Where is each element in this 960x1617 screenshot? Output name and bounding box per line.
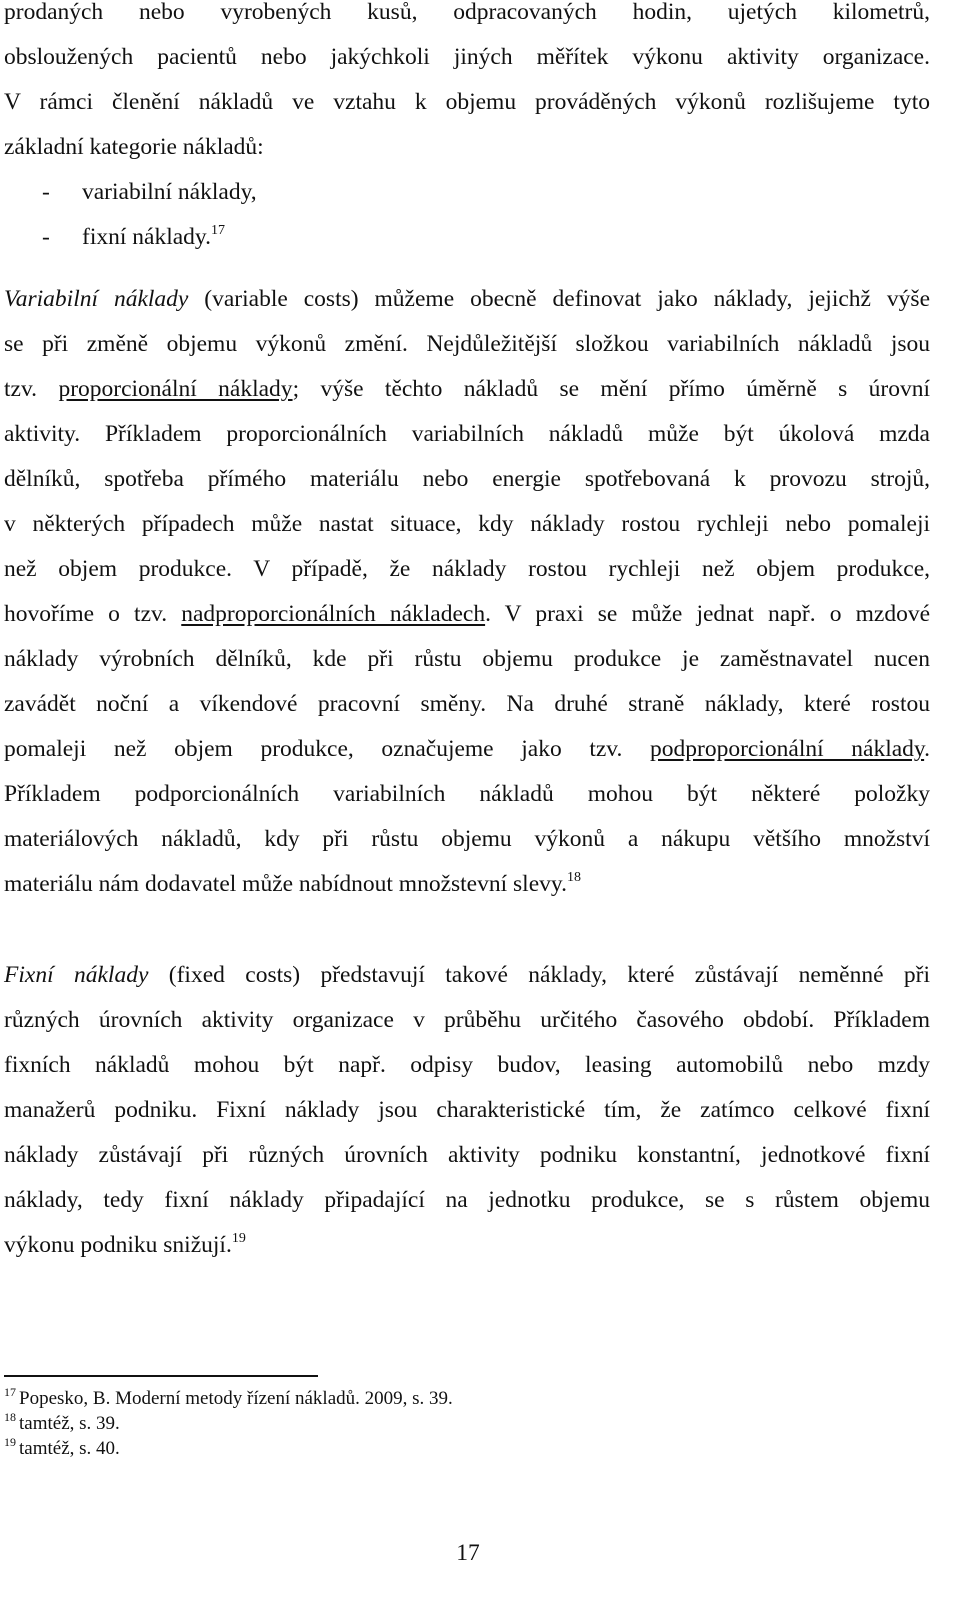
fixed-line-4: manažerů podniku. Fixní náklady jsou charakteristické tím, že zatímco celkové fixní [4, 1097, 930, 1123]
variable-line-2: se při změně objemu výkonů změní. Nejdůležitější složkou variabilních nákladů jsou [4, 331, 930, 357]
list-bullet-2: - [42, 224, 50, 250]
term-variable-costs: Variabilní náklady [4, 286, 189, 312]
footnote-separator [4, 1375, 318, 1377]
term-fixed-costs: Fixní náklady [4, 962, 149, 988]
variable-line-5: dělníků, spotřeba přímého materiálu nebo energie spotřebovaná k provozu strojů, [4, 466, 930, 492]
footnote-18: $^{18}$ tamtéž, s. 39. [4, 1410, 120, 1434]
variable-line-12: Příkladem podporcionálních variabilních nákladů mohou být některé položky [4, 781, 930, 807]
variable-line-13: materiálových nákladů, kdy při růstu objemu výkonů a nákupu většího množství [4, 826, 930, 852]
fixed-line-1: Fixní náklady (fixed costs) představují takové náklady, které zůstávají neměnné při [4, 962, 930, 988]
fixed-line-3: fixních nákladů mohou být např. odpisy budov, leasing automobilů nebo mzdy [4, 1052, 930, 1078]
list-bullet-1: - [42, 179, 50, 205]
intro-line-3: V rámci členění nákladů ve vztahu k objemu prováděných výkonů rozlišujeme tyto [4, 89, 930, 115]
variable-line-8: hovoříme o tzv. nadproporcionálních nákladech. V praxi se může jednat např. o mzdové [4, 601, 931, 627]
variable-line-14: materiálu nám dodavatel může nabídnout množstevní slevy.$^{18}$ [4, 870, 581, 897]
footnote-19: $^{19}$ tamtéž, s. 40. [4, 1435, 120, 1459]
fixed-line-7: výkonu podniku snižují.$^{19}$ [4, 1231, 246, 1258]
list-item-fixed: fixní náklady.$^{17}$ [82, 223, 225, 250]
intro-line-4: základní kategorie nákladů: [4, 134, 264, 160]
variable-line-1: Variabilní náklady (variable costs) můžeme obecně definovat jako náklady, jejichž výše [4, 286, 930, 312]
variable-line-4: aktivity. Příkladem proporcionálních variabilních nákladů může být úkolová mzda [4, 421, 930, 447]
footnote-ref-18: 18 [566, 870, 581, 885]
list-item-variable: variabilní náklady, [82, 179, 257, 205]
intro-line-2: obsloužených pacientů nebo jakýchkoli jiných měřítek výkonu aktivity organizace. [4, 44, 930, 70]
fixed-line-2: různých úrovních aktivity organizace v průběhu určitého časového období. Příkladem [4, 1007, 930, 1033]
intro-line-1: prodaných nebo vyrobených kusů, odpracovaných hodin, ujetých kilometrů, [4, 0, 930, 25]
footnote-17: $^{17}$ Popesko, B. Moderní metody řízení nákladů. 2009, s. 39. [4, 1385, 453, 1409]
variable-line-6: v některých případech může nastat situace, kdy náklady rostou rychleji nebo pomaleji [4, 511, 930, 537]
fixed-line-5: náklady zůstávají při různých úrovních aktivity podniku konstantní, jednotkové fixní [4, 1142, 930, 1168]
variable-line-11: pomaleji než objem produkce, označujeme jako tzv. podproporcionální náklady. [4, 736, 930, 762]
variable-line-3: tzv. proporcionální náklady; výše těchto nákladů se mění přímo úměrně s úrovní [4, 376, 931, 402]
term-overproportional-costs: nadproporcionálních nákladech [181, 601, 486, 627]
variable-line-10: zavádět noční a víkendové pracovní směny. Na druhé straně náklady, které rostou [4, 691, 930, 717]
variable-line-9: náklady výrobních dělníků, kde při růstu objemu produkce je zaměstnavatel nucen [4, 646, 930, 672]
footnote-ref-19: 19 [231, 1231, 246, 1246]
term-proportional-costs: proporcionální náklady [58, 376, 293, 402]
variable-line-7: než objem produkce. V případě, že náklady rostou rychleji než objem produkce, [4, 556, 930, 582]
fixed-line-6: náklady, tedy fixní náklady připadající na jednotku produkce, se s růstem objemu [4, 1187, 930, 1213]
footnote-ref-17: 17 [211, 223, 225, 238]
page-number: 17 [456, 1540, 480, 1566]
term-underproportional-costs: podproporcionální náklady [650, 736, 925, 762]
